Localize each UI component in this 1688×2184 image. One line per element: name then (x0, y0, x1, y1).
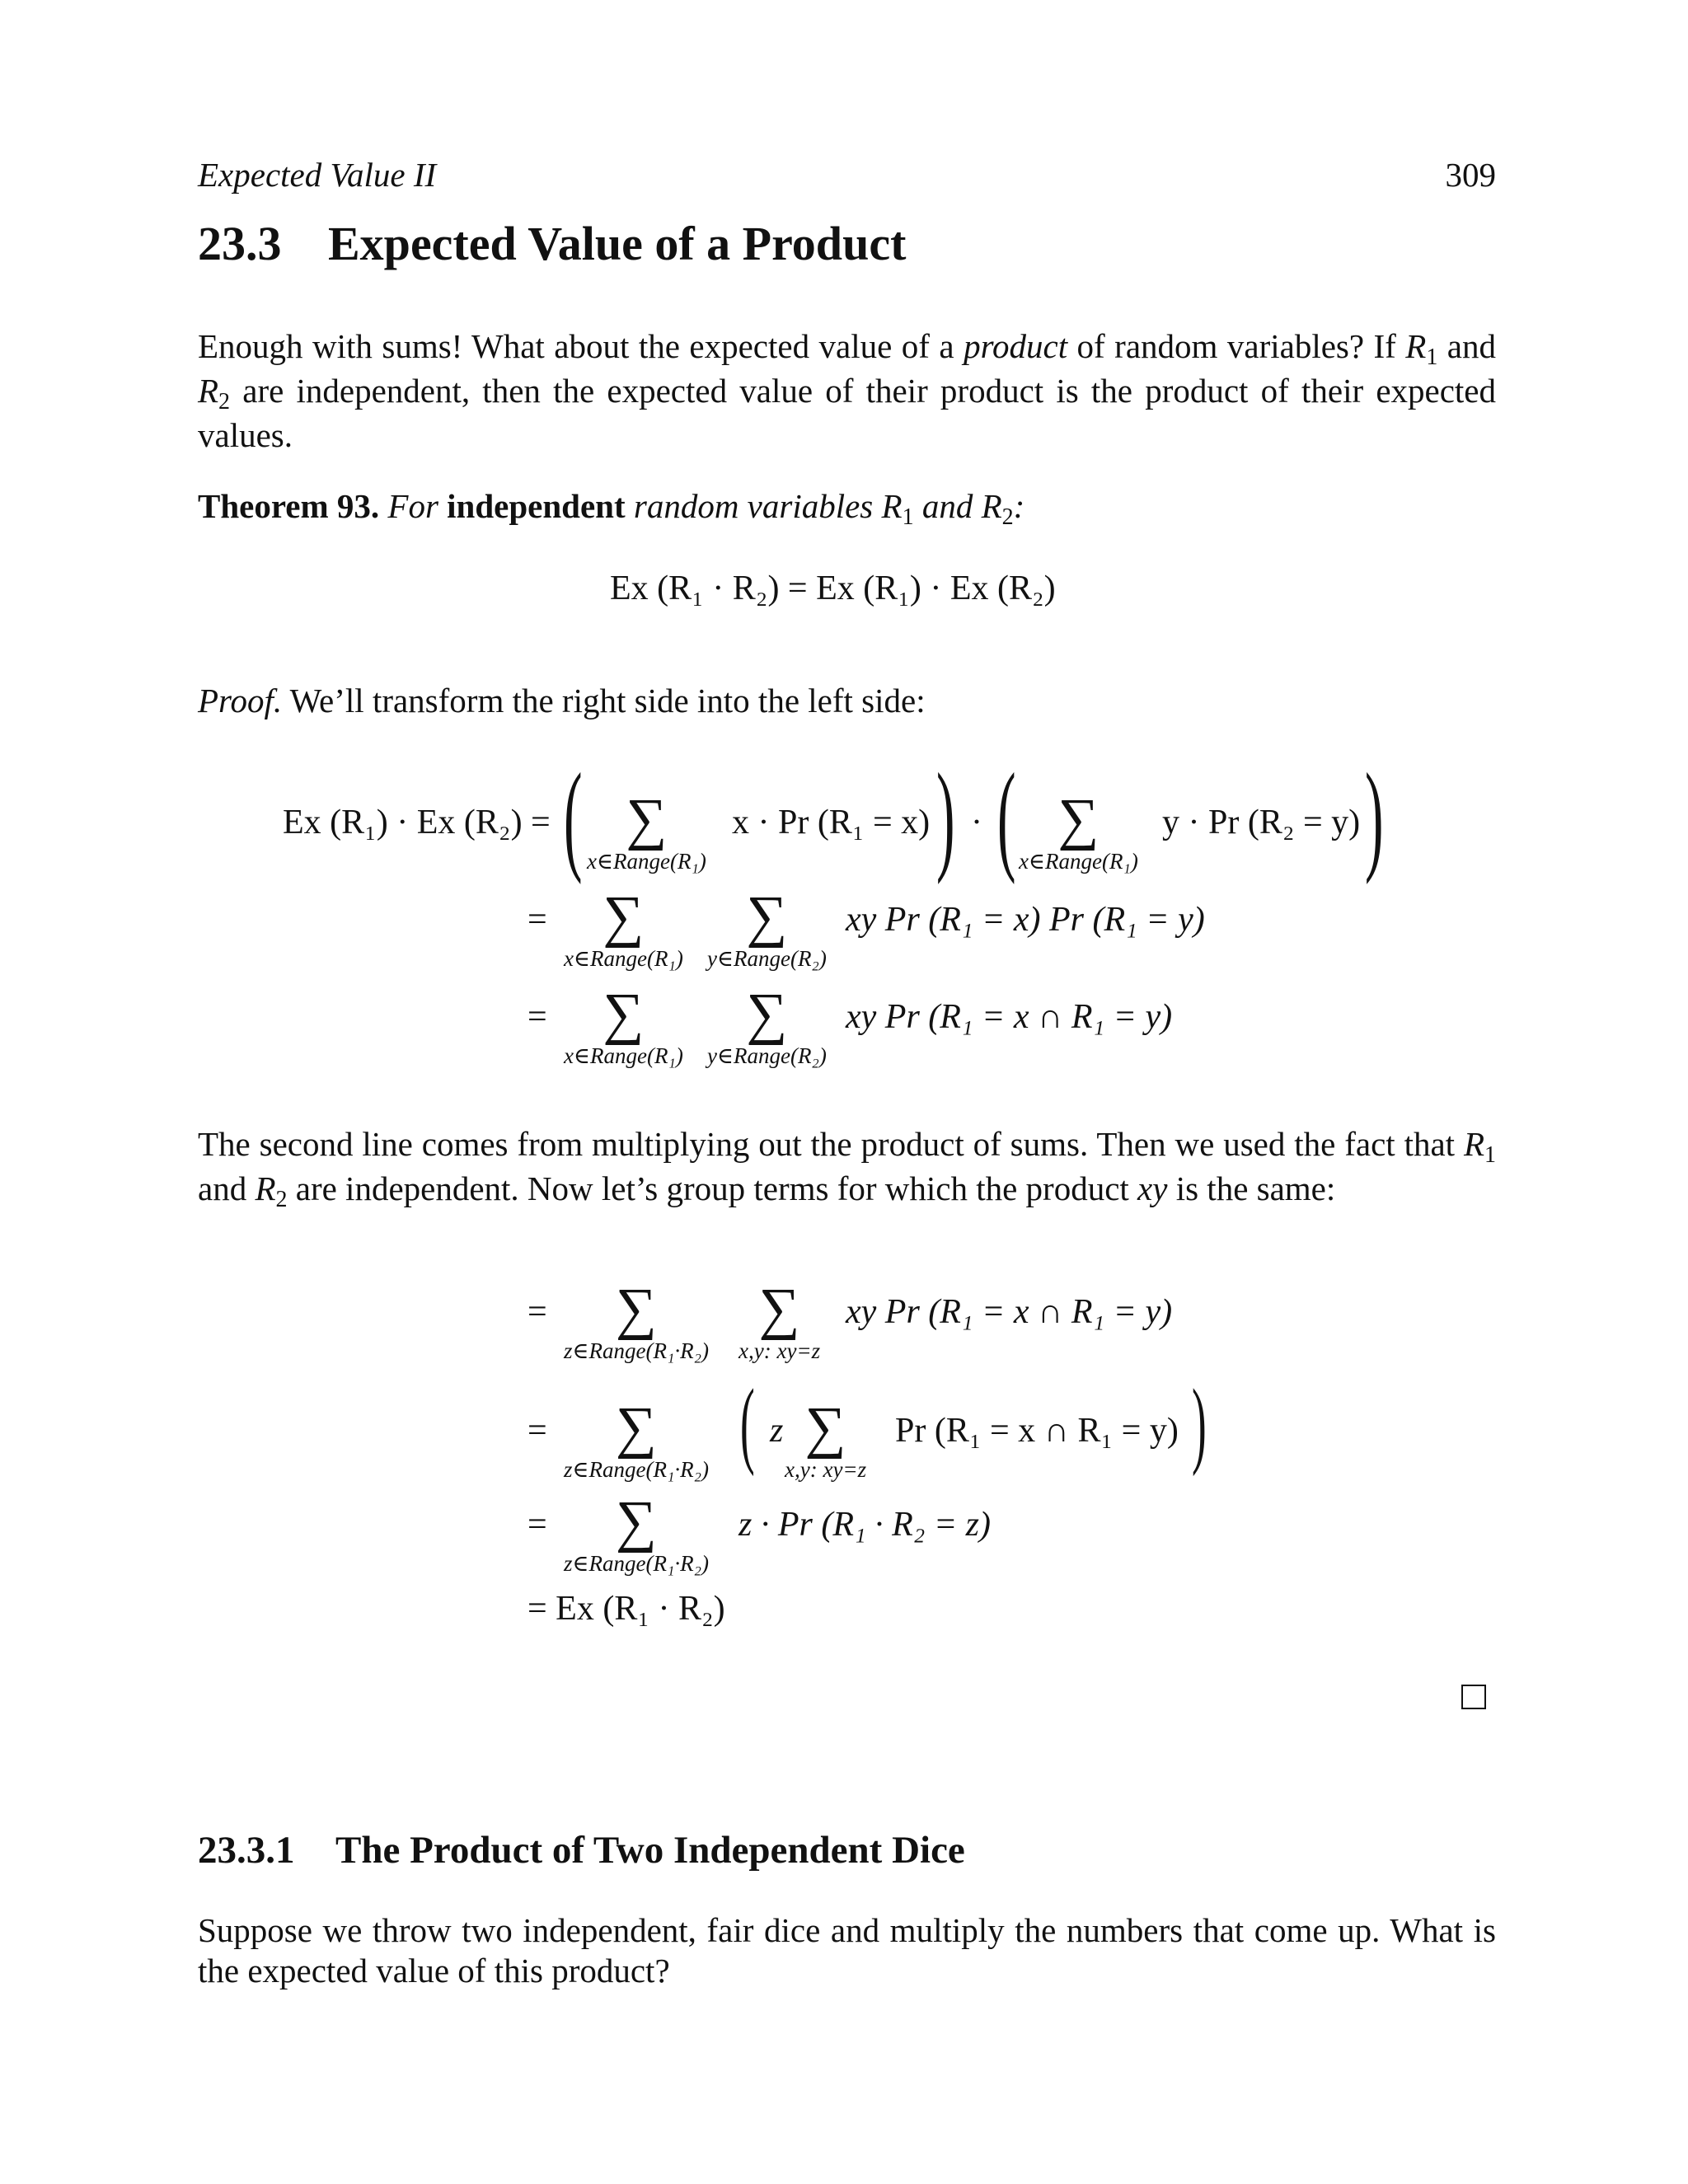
line3-sum-y: ∑ y∈Range(R₂) (707, 982, 827, 1068)
theorem-statement: Theorem 93. For independent random variables R1 and R2: (198, 487, 1025, 530)
middle-paragraph: The second line comes from multiplying out the product of sums. Then we used the fact that R1 and R2 are independent. Now let’s group terms for which the product xy is the same: (198, 1125, 1496, 1212)
line2-sum-x: ∑ x∈Range(R₁) (564, 885, 683, 971)
running-head (198, 155, 1496, 194)
line1-term1: x · Pr (R₁ = x) (732, 804, 931, 841)
group1-sum-xy: ∑ x,y: xy=z (738, 1277, 821, 1363)
sum-x: ∑ x∈Range(R₁) (587, 788, 706, 874)
proof-label: Proof. (198, 682, 283, 719)
subsection-number: 23.3.1 (198, 1829, 295, 1872)
theorem-formula: Ex (R₁ · R₂) = Ex (R₁) · Ex (R₂) (610, 569, 1056, 607)
product-dot: · (971, 804, 982, 841)
group1-term: xy Pr (R₁ = x ∩ R₁ = y) (846, 1293, 1173, 1331)
running-head-title: Expected Value II (198, 156, 437, 194)
section-title: Expected Value of a Product (328, 217, 907, 270)
proof-lhs: Ex (R₁) · Ex (R₂) = (283, 804, 551, 841)
group2-z: z (770, 1412, 784, 1450)
line2-sum-y: ∑ y∈Range(R₂) (707, 885, 827, 971)
line3-term: xy Pr (R₁ = x ∩ R₁ = y) (846, 998, 1173, 1036)
line3-equals: = (528, 998, 547, 1036)
group1-equals: = (528, 1293, 547, 1331)
intro-paragraph: Enough with sums! What about the expected value of a product of random variables? If R1 and R2 are independent, then the expected value of their product is the product of their expected values. (198, 327, 1497, 454)
group3-equals: = (528, 1506, 547, 1544)
proof-intro: Proof. We’ll transform the right side into the left side: (198, 682, 926, 719)
dice-paragraph: Suppose we throw two independent, fair dice and multiply the numbers that come up. What is the expected value of this product? (198, 1911, 1496, 1990)
group2-left-paren: ( (740, 1369, 755, 1477)
line1-term2: y · Pr (R₂ = y) (1162, 804, 1361, 841)
line3-sum-x: ∑ x∈Range(R₁) (564, 982, 683, 1068)
group3-sum-z: ∑ z∈Range(R₁·R₂) (564, 1490, 709, 1576)
left-paren-2: ( (997, 748, 1016, 885)
group2-equals: = (528, 1412, 547, 1450)
group2-term: Pr (R₁ = x ∩ R₁ = y) (895, 1412, 1179, 1450)
group2-sum-xy: ∑ x,y: xy=z (785, 1396, 867, 1482)
right-paren-2: ) (1365, 748, 1384, 885)
right-paren: ) (936, 748, 955, 885)
left-paren: ( (564, 748, 583, 885)
group2-sum-z: ∑ z∈Range(R₁·R₂) (564, 1396, 709, 1482)
section-number: 23.3 (198, 217, 282, 270)
group1-sum-z: ∑ z∈Range(R₁·R₂) (564, 1277, 709, 1363)
group3-term: z · Pr (R₁ · R₂ = z) (738, 1506, 992, 1544)
group4-result: = Ex (R₁ · R₂) (528, 1590, 725, 1628)
line2-term: xy Pr (R₁ = x) Pr (R₁ = y) (846, 901, 1205, 939)
group2-right-paren: ) (1192, 1369, 1207, 1477)
theorem-label: Theorem 93. (198, 487, 380, 525)
line2-equals: = (528, 901, 547, 939)
qed-symbol (1461, 1685, 1486, 1709)
section-heading (198, 216, 906, 271)
page-number: 309 (1445, 156, 1496, 194)
subsection-title: The Product of Two Independent Dice (335, 1829, 965, 1872)
subsection-heading (198, 1828, 965, 1872)
sum-y: ∑ x∈Range(R₁) (1019, 788, 1138, 874)
